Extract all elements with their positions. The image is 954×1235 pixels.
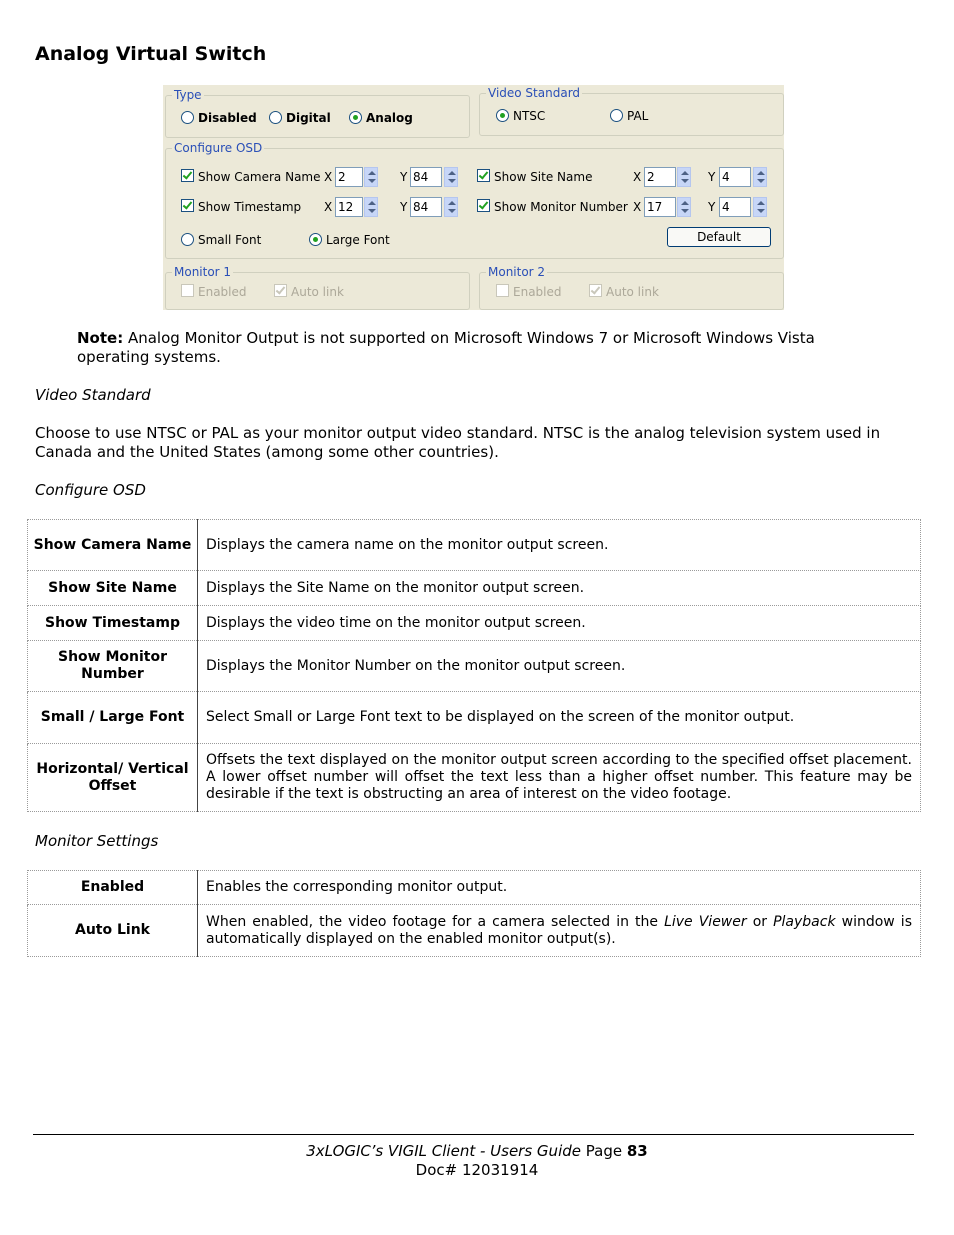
table-value: Displays the camera name on the monitor output screen. [198, 520, 921, 571]
monitor-1-auto-link-checkbox[interactable] [274, 284, 287, 297]
timestamp-y-stepper[interactable] [444, 197, 458, 217]
x-label: X [324, 200, 333, 214]
pal-radio[interactable] [610, 109, 623, 122]
analog-label: Analog [366, 111, 413, 125]
show-camera-name-checkbox[interactable] [181, 169, 194, 182]
table-key: Enabled [28, 871, 198, 905]
live-viewer-term: Live Viewer [664, 913, 747, 930]
video-standard-legend: Video Standard [488, 86, 581, 100]
large-font-label: Large Font [326, 233, 390, 247]
analog-virtual-switch-dialog [163, 85, 784, 310]
timestamp-x-input[interactable]: 12 [335, 197, 363, 217]
monitor-1-group [165, 265, 470, 310]
playback-term: Playback [773, 913, 836, 930]
show-site-name-checkbox[interactable] [477, 169, 490, 182]
camera-y-stepper[interactable] [444, 167, 458, 187]
monitor-2-legend: Monitor 2 [488, 265, 546, 279]
table-row [28, 871, 921, 905]
table-row [28, 520, 921, 571]
digital-label: Digital [286, 111, 331, 125]
table-row [28, 744, 921, 812]
digital-radio[interactable] [269, 111, 282, 124]
type-group [165, 88, 470, 138]
table-row [28, 905, 921, 957]
monitor-2-enabled-checkbox[interactable] [496, 284, 509, 297]
camera-x-input[interactable]: 2 [335, 167, 363, 187]
timestamp-y-input[interactable]: 84 [410, 197, 442, 217]
analog-radio[interactable] [349, 111, 362, 124]
site-y-stepper[interactable] [753, 167, 767, 187]
note-text: Analog Monitor Output is not supported on Microsoft Windows 7 or Microsoft Windows Vista operating systems. [77, 329, 815, 366]
page-title: Analog Virtual Switch [35, 43, 267, 65]
type-legend: Type [174, 88, 202, 102]
table-key: Small / Large Font [28, 692, 198, 744]
table-row [28, 692, 921, 744]
table-key: Show Monitor Number [28, 641, 198, 692]
video-standard-heading: Video Standard [35, 386, 151, 404]
configure-osd-heading: Configure OSD [35, 481, 146, 499]
show-site-name-label: Show Site Name [494, 170, 593, 184]
x-label: X [324, 170, 333, 184]
y-label: Y [708, 200, 716, 214]
table-value: Offsets the text displayed on the monitor output screen according to the specified offset placement. A lower offset number will offset the text less than a higher offset number. This feature may be desirable if the text is obstructing an area of interest on the video footage. [198, 744, 921, 812]
monitor-2-group [479, 265, 784, 310]
monitor-y-input[interactable]: 4 [719, 197, 751, 217]
footer-divider [33, 1134, 914, 1135]
monitor-y-stepper[interactable] [753, 197, 767, 217]
large-font-radio[interactable] [309, 233, 322, 246]
footer-guide-title: 3xLOGIC’s VIGIL Client - Users Guide [306, 1142, 581, 1160]
table-value: Displays the Site Name on the monitor output screen. [198, 571, 921, 606]
table-row [28, 641, 921, 692]
table-key: Show Camera Name [28, 520, 198, 571]
note-paragraph [77, 329, 877, 367]
monitor-2-enabled-label: Enabled [513, 285, 562, 299]
table-value: Displays the Monitor Number on the monitor output screen. [198, 641, 921, 692]
camera-y-input[interactable]: 84 [410, 167, 442, 187]
table-row [28, 571, 921, 606]
x-label: X [633, 170, 642, 184]
configure-osd-legend: Configure OSD [174, 141, 263, 155]
page-number: 83 [626, 1142, 648, 1160]
table-value: Select Small or Large Font text to be displayed on the screen of the monitor output. [198, 692, 921, 744]
ntsc-label: NTSC [513, 109, 546, 123]
show-timestamp-label: Show Timestamp [198, 200, 302, 214]
table-key: Show Timestamp [28, 606, 198, 641]
site-x-stepper[interactable] [677, 167, 691, 187]
footer-line: 3xLOGIC’s VIGIL Client - Users Guide Page 83 [306, 1142, 648, 1160]
table-value: Enables the corresponding monitor output. [198, 871, 921, 905]
video-standard-paragraph: Choose to use NTSC or PAL as your monitor output video standard. NTSC is the analog television system used in Canada and the United States (among some other countries). [35, 424, 881, 461]
timestamp-x-stepper[interactable] [364, 197, 378, 217]
configure-osd-table [27, 519, 921, 812]
monitor-x-stepper[interactable] [677, 197, 691, 217]
table-value: When enabled, the video footage for a camera selected in the Live Viewer or Playback window is automatically displayed on the enabled monitor output(s). [198, 905, 921, 957]
table-key: Show Site Name [28, 571, 198, 606]
monitor-x-input[interactable]: 17 [644, 197, 676, 217]
monitor-1-enabled-checkbox[interactable] [181, 284, 194, 297]
y-label: Y [400, 200, 408, 214]
x-label: X [633, 200, 642, 214]
small-font-label: Small Font [198, 233, 262, 247]
show-timestamp-checkbox[interactable] [181, 199, 194, 212]
monitor-1-enabled-label: Enabled [198, 285, 247, 299]
ntsc-radio[interactable] [496, 109, 509, 122]
video-standard-group [479, 86, 784, 136]
disabled-radio[interactable] [181, 111, 194, 124]
monitor-2-auto-link-checkbox[interactable] [589, 284, 602, 297]
show-camera-name-label: Show Camera Name [198, 170, 321, 184]
pal-label: PAL [627, 109, 649, 123]
monitor-1-legend: Monitor 1 [174, 265, 232, 279]
show-monitor-number-label: Show Monitor Number [494, 200, 628, 214]
small-font-radio[interactable] [181, 233, 194, 246]
table-key: Horizontal/ Vertical Offset [28, 744, 198, 812]
note-label: Note: [77, 329, 124, 347]
default-button[interactable]: Default [667, 227, 771, 247]
monitor-settings-table [27, 870, 921, 957]
footer-doc-number: Doc# 12031914 [415, 1161, 539, 1179]
y-label: Y [400, 170, 408, 184]
site-y-input[interactable]: 4 [719, 167, 751, 187]
table-key: Auto Link [28, 905, 198, 957]
site-x-input[interactable]: 2 [644, 167, 676, 187]
table-row [28, 606, 921, 641]
y-label: Y [708, 170, 716, 184]
table-value: Displays the video time on the monitor output screen. [198, 606, 921, 641]
camera-x-stepper[interactable] [364, 167, 378, 187]
monitor-2-auto-link-label: Auto link [606, 285, 659, 299]
show-monitor-number-checkbox[interactable] [477, 199, 490, 212]
monitor-1-auto-link-label: Auto link [291, 285, 344, 299]
monitor-settings-heading: Monitor Settings [35, 832, 159, 850]
disabled-label: Disabled [198, 111, 257, 125]
